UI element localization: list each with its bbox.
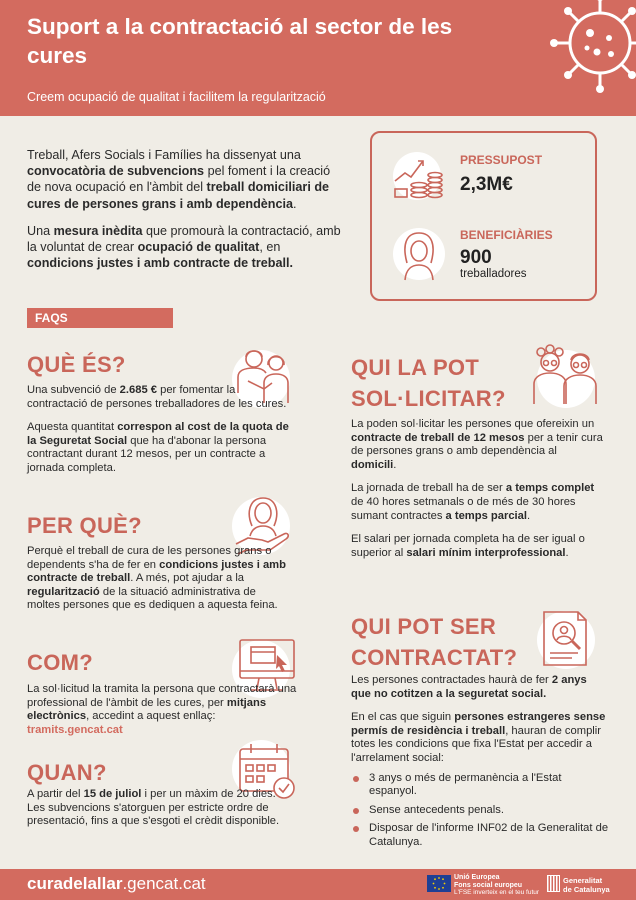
text-segment: La poden sol·licitar les persones que ofereixin un [351, 418, 595, 430]
beneficiaries-value: 900 [460, 247, 492, 268]
com-heading: COM? [27, 650, 93, 675]
text-segment: de 40 hores setmanals o de més de 30 hores sumant contractes [351, 495, 576, 522]
virus-icon [545, 0, 636, 98]
com-para-1 [27, 683, 299, 737]
text-segment: . A més, pot ajudar a la [130, 572, 245, 585]
website-link[interactable] [27, 874, 206, 894]
bold-text: treball domiciliari de cures de persones grans i amb dependència [27, 180, 330, 211]
quan-para-1 [27, 788, 289, 829]
generalitat-logo-icon [547, 875, 560, 892]
list-item: Sense antecedents penals. [351, 804, 609, 818]
stats-box [370, 131, 597, 301]
bold-text: correspon al cost de la quota de la Seguretat Social [27, 421, 289, 447]
list-item: 3 anys o més de permanència a l'Estat espanyol. [351, 772, 609, 799]
bold-text: a temps parcial [445, 509, 527, 522]
text-segment: que ha d'abonar la persona contractant durant 12 mesos, per un contracte a jornada completa. [27, 434, 267, 474]
intro-paragraph-1 [27, 147, 345, 212]
qui-contractat-heading-line2: CONTRACTAT? [351, 645, 518, 670]
budget-label: PRESSUPOST [460, 153, 543, 167]
requirements-list [351, 772, 609, 850]
text-segment: . [393, 458, 397, 471]
text-segment: de la situació administrativa de moltes persones que es dediquen a aquesta feina. [27, 585, 278, 612]
que-es-para-2 [27, 421, 289, 475]
text-segment: . [565, 546, 569, 559]
text-segment: pel foment i la creació de nova ocupació en l'àmbit del [27, 164, 331, 195]
footer [0, 869, 636, 900]
qui-sollicitar-text [351, 418, 603, 570]
beneficiaries-label: BENEFICIÀRIES [460, 228, 553, 242]
header-banner [0, 0, 636, 116]
intro-paragraph-2 [27, 223, 345, 272]
qui-sollicitar-heading-line1: QUI LA POT [351, 355, 480, 380]
page-title: Suport a la contractació al sector de les cures [27, 14, 453, 68]
text-segment: La sol·licitud la tramita la persona que contractarà una professional de l'àmbit de les cures, per [27, 683, 297, 709]
text-segment: , en [259, 240, 281, 255]
com-text [27, 683, 299, 747]
text-segment: , hauran de complir totes les condicions que fixa l'Estat per accedir a l'arrelament social: [351, 724, 601, 764]
bold-text: contracte de treball de 12 mesos [351, 431, 525, 444]
generalitat-line-2: de Catalunya [563, 884, 610, 894]
generalitat-line-1: Generalitat [563, 876, 603, 885]
qui-sollicitar-para-1 [351, 418, 603, 472]
intro-text [27, 147, 345, 282]
text-segment: Una [27, 223, 54, 238]
bold-text: domicili [351, 458, 394, 471]
bold-text: convocatòria de subvencions [27, 164, 205, 179]
bold-text: ocupació de qualitat [137, 240, 260, 255]
bold-text: 15 de juliol [83, 788, 142, 800]
text-segment: Les persones contractades haurà de fer [351, 674, 552, 686]
elderly-couple-icon [528, 344, 602, 408]
text-segment: i per un màxim de 20 dies. Les subvencions s'atorguen per estricte ordre de presentació, fins a que s'esgoti el crèdit disponible. [27, 788, 280, 828]
tramits-link[interactable]: tramits.gencat.cat [27, 723, 123, 736]
qui-sollicitar-heading [351, 352, 506, 414]
bold-text: 2 anys que no cotitzen a la seguretat social. [351, 674, 587, 700]
text-segment: Aquesta quantitat [27, 421, 118, 434]
bold-text: condicions justes i amb contracte de treball [27, 558, 286, 585]
woman-icon [392, 225, 446, 283]
qui-contractat-para-2 [351, 711, 609, 765]
budget-value: 2,3M€ [460, 174, 513, 195]
eu-flag-icon [427, 875, 451, 892]
eu-funding-text [454, 874, 539, 897]
quan-heading: QUAN? [27, 760, 107, 785]
qui-contractat-para-1 [351, 674, 609, 701]
qui-sollicitar-para-2 [351, 482, 603, 523]
bold-text: 2.685 € [119, 384, 157, 396]
bold-text: condicions justes i amb contracte de treball. [27, 256, 293, 271]
text-segment: Treball, Afers Socials i Famílies ha dissenyat una [27, 148, 301, 162]
quan-text [27, 788, 289, 839]
website-domain-rest: .gencat.cat [122, 874, 206, 893]
bold-text: mitjans electrònics [27, 696, 267, 723]
page-subtitle: Creem ocupació de qualitat i facilitem la regularització [27, 90, 326, 104]
bold-text: mesura inèdita [53, 223, 143, 238]
faqs-label: FAQS [27, 308, 173, 328]
website-domain-bold: curadelallar [27, 874, 123, 893]
qui-sollicitar-para-3 [351, 533, 603, 560]
document-search-icon [538, 609, 596, 669]
text-segment: A partir del [27, 788, 84, 800]
generalitat-text [563, 877, 610, 894]
per-que-text [27, 545, 287, 623]
text-segment: En el cas que siguin [351, 711, 455, 724]
text-segment: . [292, 196, 297, 211]
eu-line-1: Unió Europea [454, 874, 500, 881]
bold-text: salari mínim interprofessional [406, 546, 566, 559]
qui-contractat-heading-line1: QUI POT SER [351, 614, 497, 639]
que-es-para-1 [27, 384, 289, 411]
qui-contractat-heading [351, 611, 517, 673]
text-segment: que promourà la contractació, amb la voluntat de crear [27, 223, 341, 255]
text-segment: La jornada de treball ha de ser [351, 482, 506, 495]
per-que-heading: PER QUÈ? [27, 513, 142, 538]
eu-line-2: Fons social europeu [454, 881, 523, 889]
que-es-heading: QUÈ ÉS? [27, 352, 126, 377]
text-segment: per a tenir cura de persones grans o amb dependència al [351, 431, 603, 458]
bold-text: a temps complet [505, 482, 595, 495]
bold-text: persones estrangeres sense permís de residència i treball [351, 711, 606, 737]
per-que-para-1 [27, 545, 287, 613]
list-item: Disposar de l'informe INF02 de la Generalitat de Catalunya. [351, 822, 609, 849]
text-segment: El salari per jornada completa ha de ser igual o superior al [351, 533, 585, 559]
bold-text: regularització [27, 585, 100, 598]
text-segment: Perquè el treball de cura de les persones grans o dependents s'ha de fer en [27, 545, 272, 571]
qui-sollicitar-heading-line2: SOL·LICITAR? [351, 386, 506, 411]
money-chart-icon [389, 151, 445, 201]
eu-line-3: L'FSE inverteix en el teu futur [454, 889, 540, 896]
qui-contractat-text [351, 674, 609, 855]
text-segment: . [526, 509, 531, 522]
text-segment: Una subvenció de [27, 384, 120, 396]
que-es-text [27, 384, 289, 486]
text-segment: , accedint a aquest enllaç: [86, 710, 216, 723]
beneficiaries-unit: treballadores [460, 268, 527, 280]
text-segment: per fomentar la contractació de persones treballadores de les cures. [27, 384, 287, 410]
